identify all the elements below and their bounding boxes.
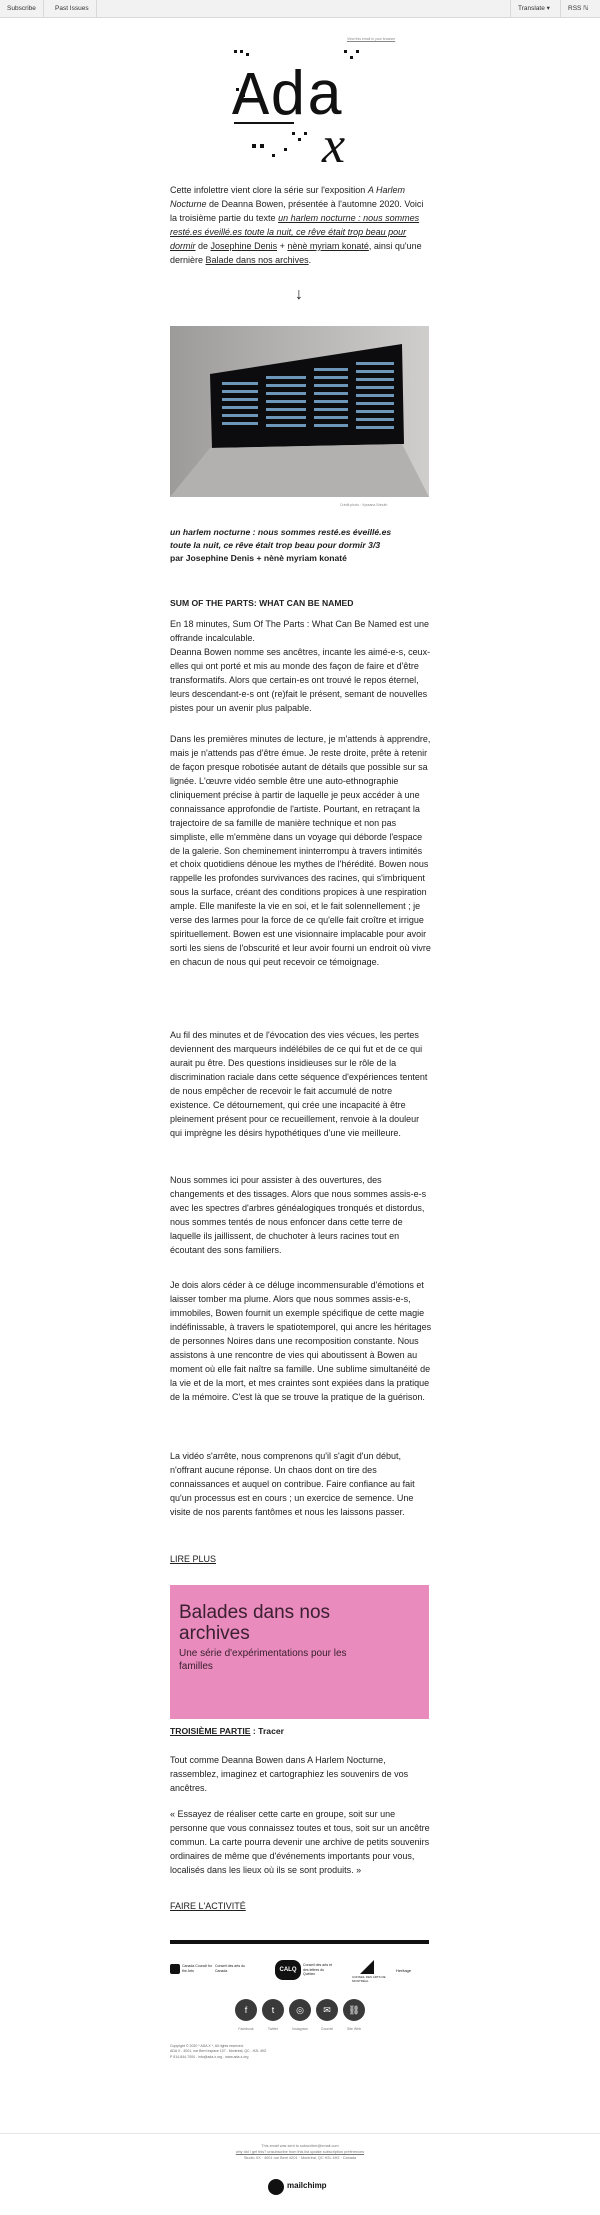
footer-divider	[0, 2133, 600, 2134]
section-divider	[170, 1940, 429, 1944]
mailchimp-wordmark: mailchimp	[287, 2181, 327, 2190]
photo-credit: Crédit photo : Vyssana Srinuth	[340, 503, 388, 507]
intro-paragraph: Cette infolettre vient clore la série sur l'exposition A Harlem Nocturne de Deanna Bowen, présentée à l'automne 2020. Voici la troisième partie du texte un harlem nocturne : nous sommes resté.es éveillé.es toute la nuit, ce rêve était trop beau pour dormir de Josephine Denis + nènè myriam konaté, ainsi qu'une dernière Balade dans nos archives.	[170, 185, 424, 265]
subscribe-link[interactable]: Subscribe	[0, 0, 44, 18]
legal-block: Copyright © 2020 * ADA X *, All rights reserved. ADA X - 4001, rue Berri espace 107 - Montréal, QC - H2L 4H2 P 514-844-7000 - info@ada-x.org - www.ada-x.org	[170, 2044, 267, 2059]
instagram-label: Instagram	[292, 2027, 308, 2031]
footer-links[interactable]: why did I get this? unsubscribe from this list update subscription preferences	[235, 2150, 365, 2155]
sponsor-logos	[170, 1960, 432, 1988]
facebook-label: Facebook	[238, 2027, 254, 2031]
paragraph-6: La vidéo s'arrête, nous comprenons qu'il s'agit d'un début, n'offrant aucune réponse. Un chaos dont on tire des connaissances et auquel on contribue. Faire confiance au fait qu'un processus est en cours ; un exercice de semence. Une visite de nos parents fantômes et nous les laissons passer.	[170, 1451, 415, 1517]
paragraph-2: Dans les premières minutes de lecture, je m'attends à apprendre, mais je n'attends pas d'être émue. Je reste droite, prête à retenir de façon presque robotisée autant de détails que possible sur sa lignée. L'œuvre vidéo semble être une auto-ethnographie cliniquement précise à partir de laquelle je peux accéder à une connaissance approfondie de l'artiste. Pourtant, en retraçant la trajectoire de sa famille de manière technique et non pas simpliste, elle m'emmène dans un voyage qui déborde l'espace de la galerie. Son cheminement ininterrompu à travers intimités et choix quotidiens dénoue les mythes de l'hérédité. Bowen nous rappelle les profondes survivances des racines, qui s'imbriquent sous la surface, créant des conditions propices à une respiration ample. Elle manifeste la vie en soi, et le fait solennellement ; je verse des larmes pour la force de ce qu'elle fait croître et irrigue spirituellement. Bowen est une visionnaire implacable pour avoir sorti les siens de l'obscurité et leur avoir fourni un endroit où vivre en chacun de nous qui peut recevoir ce témoignage.	[170, 734, 431, 967]
logo-text-ada: Ada	[232, 62, 344, 133]
adax-logo-mark	[232, 48, 368, 166]
exhibit-title: A Harlem Nocturne	[170, 185, 405, 209]
website-icon[interactable]: ⛓	[343, 1999, 365, 2021]
mailchimp-icon	[268, 2179, 284, 2195]
calq-text: Conseil des arts et des lettres du Québec	[303, 1963, 332, 1977]
rss-link[interactable]: RSS ℕ	[560, 0, 595, 18]
instagram-icon[interactable]: ◎	[289, 1999, 311, 2021]
calq-logo: CALQ	[275, 1960, 301, 1980]
website-label: Site Web	[346, 2027, 362, 2031]
artwork-photo	[170, 326, 429, 497]
paragraph-4: Nous sommes ici pour assister à des ouvertures, des changements et des tissages. Alors que nous sommes assis-e-s avec les spectres d'arbres généalogiques tronqués et distordus, nous sommes tentés de nous enfoncer dans cette terre de laquelle ils jaillissent, de chuchoter à leurs racines tout en écoutant des sons familiers.	[170, 1175, 427, 1255]
facebook-icon[interactable]: f	[235, 1999, 257, 2021]
author1-link[interactable]: Josephine Denis	[210, 240, 278, 251]
mailchimp-badge[interactable]	[268, 2178, 332, 2196]
article-link[interactable]: un harlem nocturne : nous sommes resté.es éveillé.es toute la nuit, ce rêve était trop beau pour dormir	[170, 212, 420, 251]
montreal-logo-icon	[360, 1960, 374, 1974]
footer-sent-to: This email was sent to subscriber@email.com	[261, 2144, 339, 2148]
part3-paragraph-2: « Essayez de réaliser cette carte en groupe, soit sur une personne que vous connaissez toutes et tous, soit sur un ancêtre commun. La carte pourra devenir une archive de petits souvenirs ordinaires de même que d'événements importants pour vous, localisés dans les lieux où ils se sont produits. »	[170, 1809, 430, 1875]
down-arrow-icon: ↓	[295, 286, 303, 303]
montreal-text: CONSEIL DES ARTS DE MONTRÉAL	[352, 1975, 386, 1983]
section-heading: SUM OF THE PARTS: WHAT CAN BE NAMED	[170, 598, 354, 608]
balades-title: Balades dans nos archives	[179, 1602, 331, 1644]
artwork-illustration	[170, 326, 429, 497]
footer-block	[0, 2143, 600, 2161]
logo-text-x: x	[322, 117, 346, 166]
canada-council-text: Canada Council for the Arts	[182, 1964, 212, 1973]
canada-council-icon	[170, 1964, 180, 1974]
twitter-icon[interactable]: t	[262, 1999, 284, 2021]
balades-banner[interactable]	[170, 1585, 429, 1719]
balades-subtitle: Une série d'expérimentations pour les familles	[179, 1648, 347, 1672]
read-more-link[interactable]: LIRE PLUS	[170, 1554, 217, 1564]
paragraph-3: Au fil des minutes et de l'évocation des vies vécues, les pertes deviennent des marqueurs indélébiles de ce qui fut et de ce qui aurait pu être. Des questions insidieuses sur le rôle de la discrimination raciale dans cette séquence d'expériences tentent de nous empêcher de recevoir le fait accumulé de notre existence. Ce détournement, qui crée une incapacité à être pleinement présent pour ce recueillement, renvoie à la douleur qui imprègne les désirs hypothétiques d'une vie meilleure.	[170, 1030, 428, 1138]
email-label: Courriel	[320, 2027, 334, 2031]
article-title: un harlem nocturne : nous sommes resté.es éveillé.es toute la nuit, ce rêve était trop beau pour dormir 3/3 par Josephine Denis + nènè myriam konaté	[170, 527, 392, 563]
conseil-arts-text: Conseil des arts du Canada	[215, 1964, 245, 1973]
activity-link[interactable]: FAIRE L'ACTIVITÉ	[170, 1901, 246, 1911]
footer-address: Studio XX · 4001 rue Berri #201 · Montréal, QC H2L 4H2 · Canada	[243, 2156, 357, 2161]
archive-toolbar	[0, 0, 600, 18]
email-icon[interactable]: ✉	[316, 1999, 338, 2021]
view-in-browser-link[interactable]: View this email in your browser	[347, 37, 396, 41]
part3-heading: TROISIÈME PARTIE : Tracer	[170, 1726, 284, 1736]
heritage-logo: Heritage	[396, 1968, 412, 1973]
adax-logo	[232, 48, 368, 166]
paragraph-5: Je dois alors céder à ce déluge incommensurable d'émotions et laisser tomber ma plume. Alors que nous sommes assis-e-s, immobiles, Bowen fournit un exemple spécifique de cette magie indéfinissable, à travers le spatiotemporel, qui ancre les héritages de personnes Noires dans une recomposition constante. Nous assistons à une rencontre de vies qui aboutissent à Bowen au moment où elle fait naître sa famille. Une sublime simultanéité de la vie et de la mort, et mes craintes sont expiées dans la pratique de la mémoire. C'est là que se trouve la pratique de la guérison.	[170, 1280, 432, 1402]
translate-dropdown[interactable]: Translate ▾	[510, 0, 557, 18]
past-issues-link[interactable]: Past Issues	[48, 0, 97, 18]
paragraph-1: En 18 minutes, Sum Of The Parts : What Can Be Named est une offrande incalculable. Deanna Bowen nomme ses ancêtres, incante les aimé-e-s, ceux-elles qui ont porté et mis au monde des façon de faire et d'être transformatifs. Alors que certain-es ont trouvé le repos éternel, leurs descendant-e-s ont (re)fait le présent, semant de nouvelles pistes pour un avenir plus palpable.	[170, 619, 431, 713]
twitter-label: Twitter	[267, 2027, 279, 2031]
balade-link[interactable]: Balade dans nos archives	[205, 254, 309, 265]
part3-paragraph-1: Tout comme Deanna Bowen dans A Harlem Nocturne, rassemblez, imaginez et cartographiez les souvenirs de vos ancêtres.	[170, 1755, 409, 1793]
author2-link[interactable]: nènè myriam konaté	[287, 240, 369, 251]
